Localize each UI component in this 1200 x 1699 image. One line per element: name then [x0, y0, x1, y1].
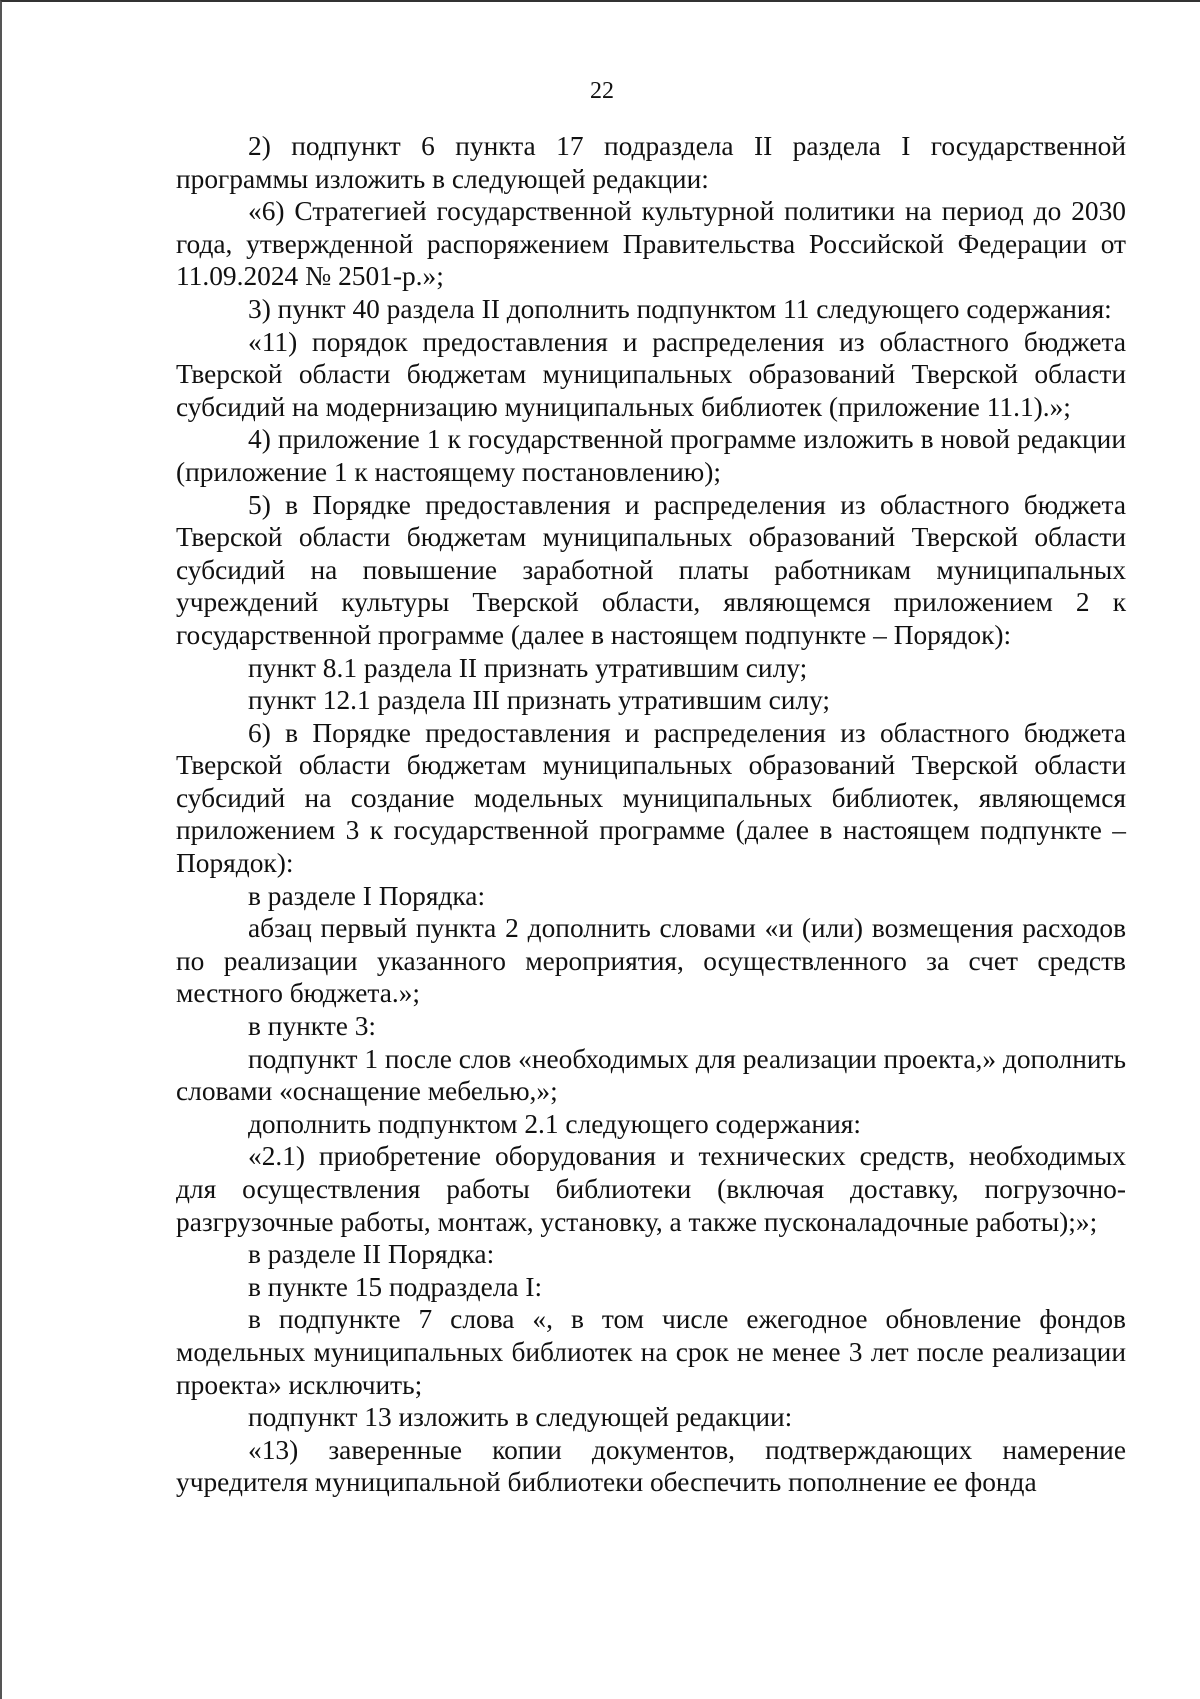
document-body: [176, 130, 1126, 1499]
paragraph-3: 3) пункт 40 раздела II дополнить подпунктом 11 следующего содержания:: [248, 293, 1112, 324]
paragraph-4: 4) приложение 1 к государственной программе изложить в новой редакции (приложение 1 к настоящему постановлению);: [176, 424, 1126, 487]
paragraph-6-add-2-1: дополнить подпунктом 2.1 следующего содержания:: [248, 1108, 861, 1139]
paragraph-6: 6) в Порядке предоставления и распределения из областного бюджета Тверской области бюджетам муниципальных образований Тверской области субсидий на создание модельных муниципальных библиотек, являющемся приложением 3 к государственной программе (далее в настоящем подпункте – Порядок):: [176, 717, 1126, 879]
paragraph-quote-6: «6) Стратегией государственной культурной политики на период до 2030 года, утвержденной распоряжением Правительства Российской Федерации от 11.09.2024 № 2501-р.»;: [176, 196, 1126, 292]
paragraph-6-item-15: в пункте 15 подраздела I:: [248, 1271, 543, 1302]
paragraph-6-subitem-13: подпункт 13 изложить в следующей редакции:: [248, 1402, 793, 1433]
paragraph-6-item-3: в пункте 3:: [248, 1011, 377, 1042]
paragraph-5: 5) в Порядке предоставления и распределения из областного бюджета Тверской области бюджетам муниципальных образований Тверской области субсидий на повышение заработной платы работникам муниципальных учреждений культуры Тверской области, являющемся приложением 2 к государственной программе (далее в настоящем подпункте – Порядок):: [176, 489, 1126, 650]
paragraph-6-item-2: абзац первый пункта 2 дополнить словами «и (или) возмещения расходов по реализации указанного мероприятия, осуществленного за счет средств местного бюджета.»;: [176, 913, 1126, 1009]
paragraph-quote-2-1: «2.1) приобретение оборудования и технических средств, необходимых для осуществления работы библиотеки (включая доставку, погрузочно-разгрузочные работы, монтаж, установку, а также пусконаладочные работы);»;: [176, 1141, 1126, 1237]
paragraph-6-subitem-7: в подпункте 7 слова «, в том числе ежегодное обновление фондов модельных муниципальных библиотек на срок не менее 3 лет после реализации проекта» исключить;: [176, 1304, 1126, 1400]
paragraph-quote-13: «13) заверенные копии документов, подтверждающих намерение учредителя муниципальной библиотеки обеспечить пополнение ее фонда: [176, 1434, 1126, 1498]
paragraph-quote-11: «11) порядок предоставления и распределения из областного бюджета Тверской области бюджетам муниципальных образований Тверской области субсидий на модернизацию муниципальных библиотек (приложение 11.1).»;: [176, 326, 1126, 422]
paragraph-6-section-1: в разделе I Порядка:: [248, 880, 486, 911]
paragraph-6-section-2: в разделе II Порядка:: [248, 1239, 495, 1270]
paragraph-6-subitem-1: подпункт 1 после слов «необходимых для реализации проекта,» дополнить словами «оснащение мебелью,»;: [176, 1043, 1126, 1107]
paragraph-5-item-1: пункт 8.1 раздела II признать утратившим силу;: [248, 652, 808, 683]
paragraph-5-item-2: пункт 12.1 раздела III признать утратившим силу;: [248, 685, 831, 716]
page-number: 22: [590, 78, 614, 104]
paragraph-2: 2) подпункт 6 пункта 17 подраздела II раздела I государственной программы изложить в следующей редакции:: [176, 131, 1126, 194]
